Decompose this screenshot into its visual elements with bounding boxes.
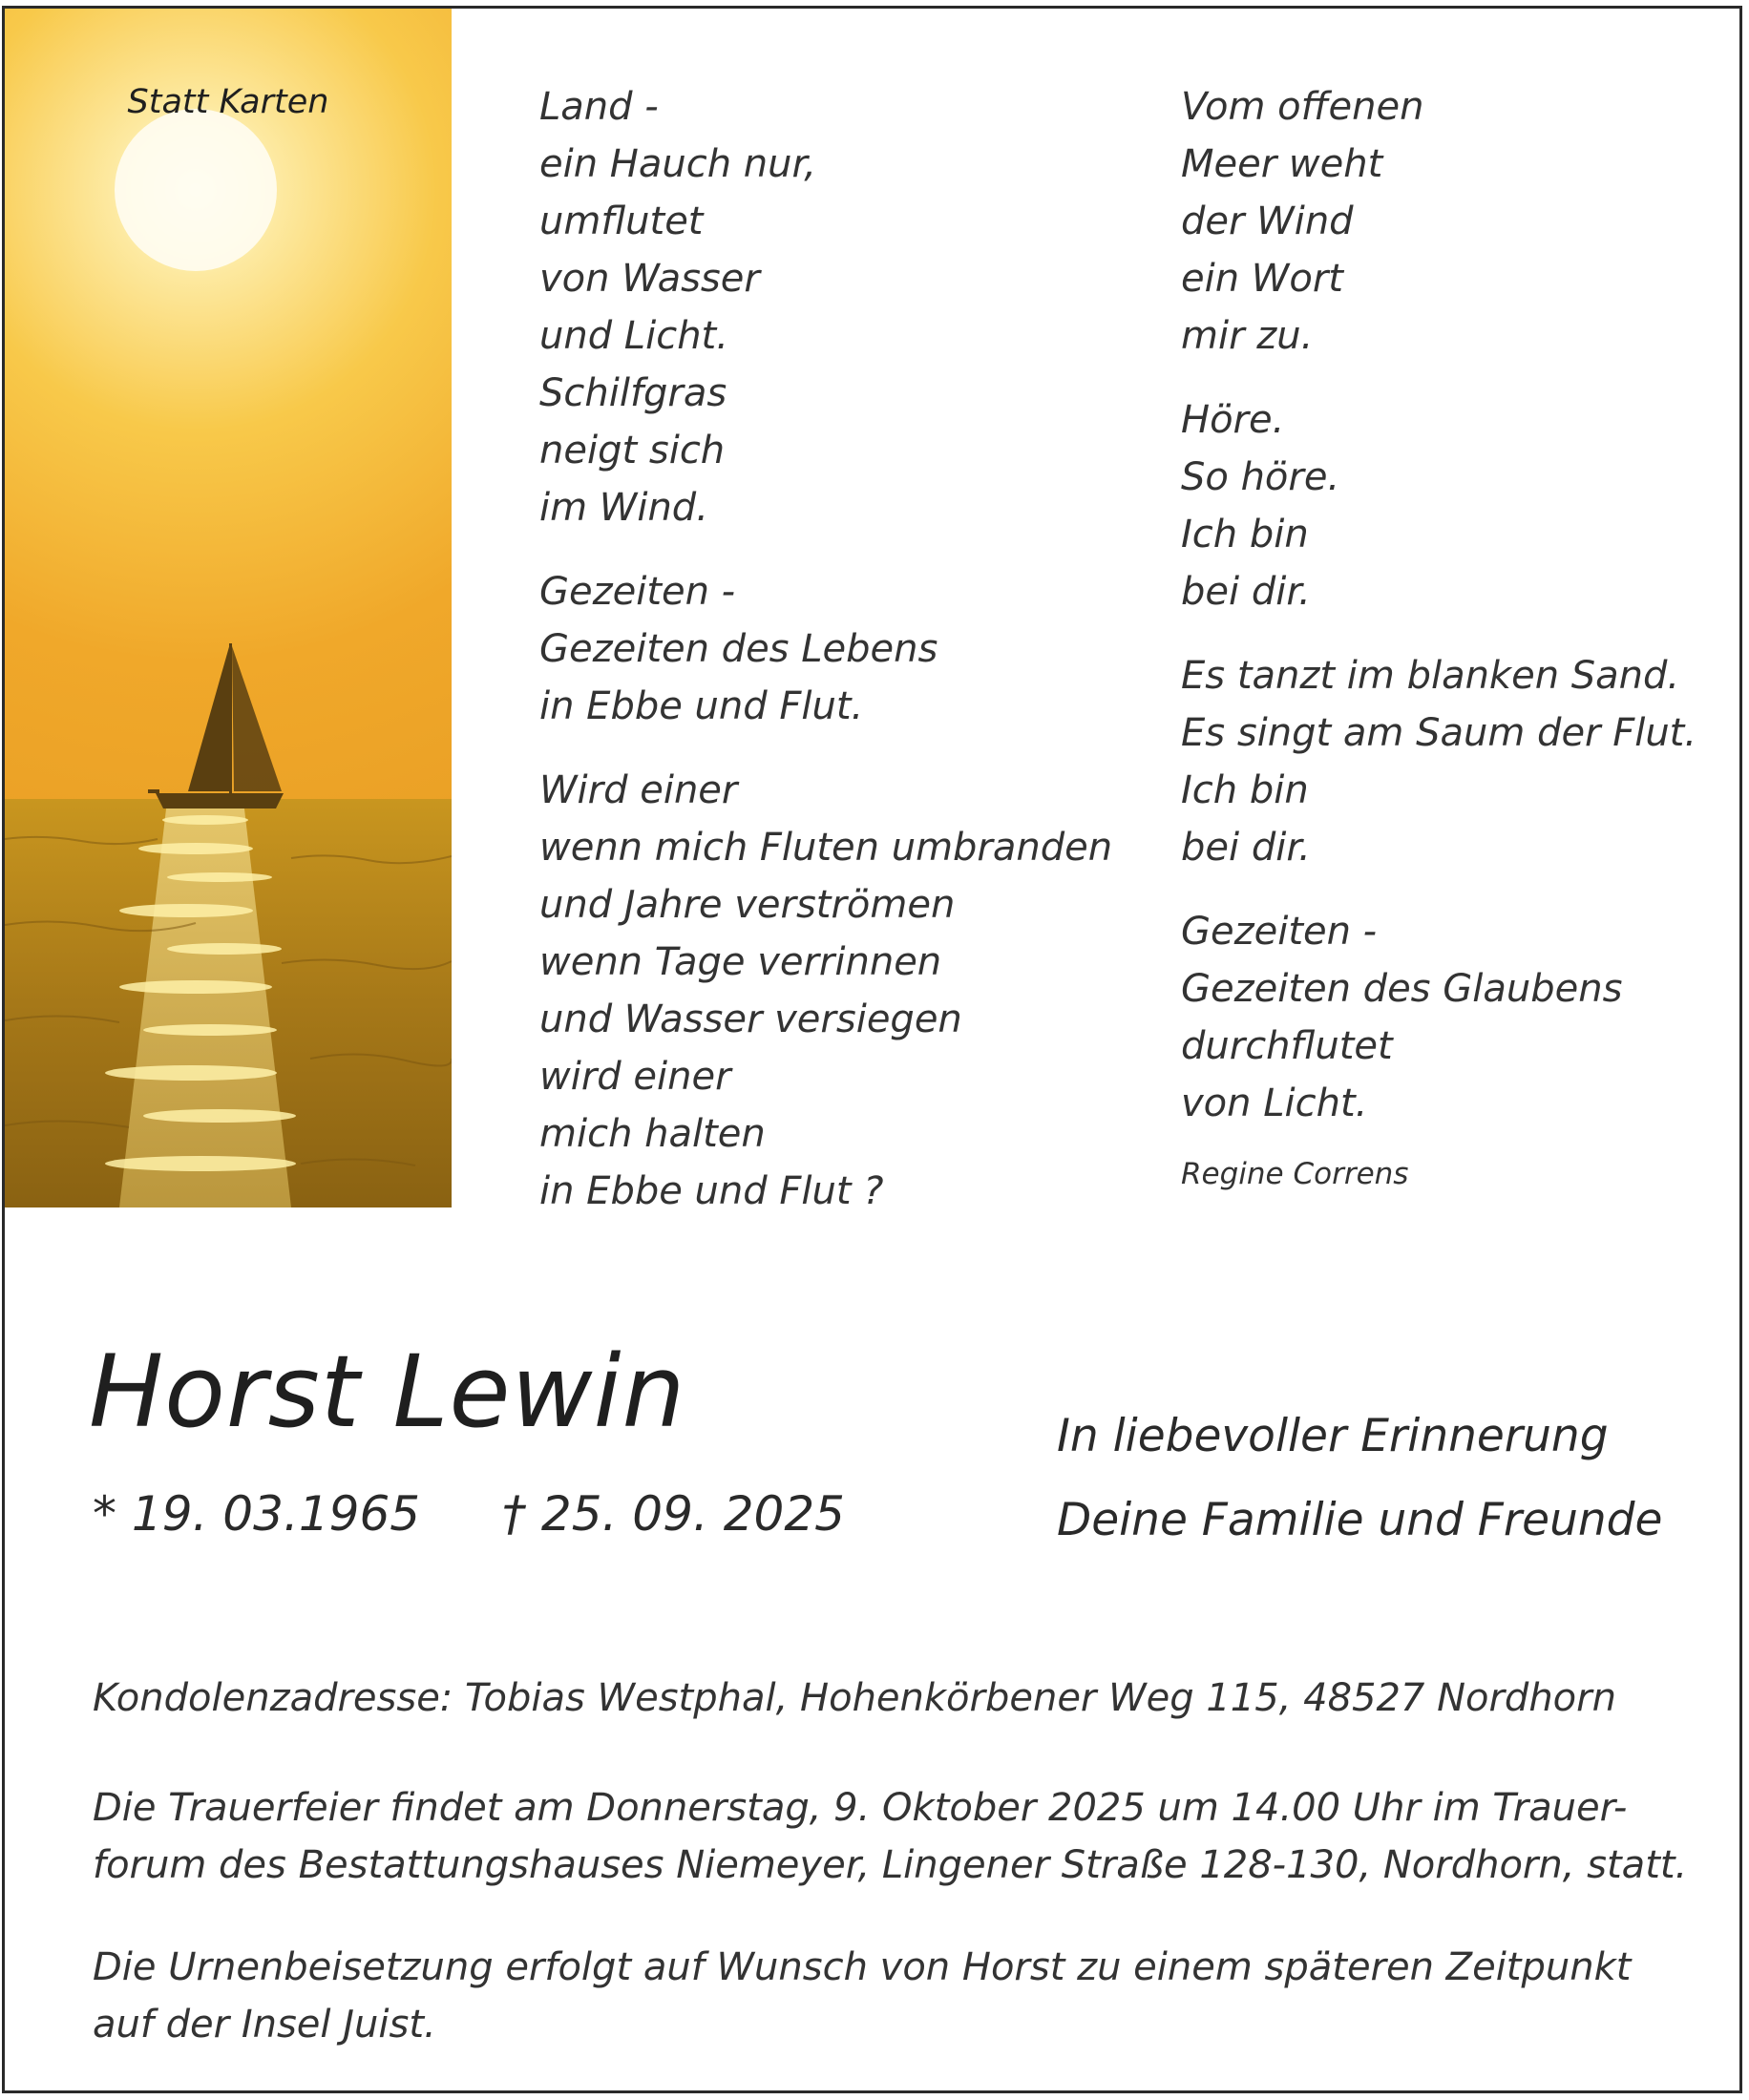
poem-line: und Wasser versiegen bbox=[539, 998, 962, 1041]
poem-line: Höre. bbox=[1181, 398, 1285, 442]
poem-line: Schilfgras bbox=[539, 371, 727, 415]
poem-line: wenn mich Fluten umbranden bbox=[539, 826, 1113, 870]
poem-line: mir zu. bbox=[1181, 314, 1314, 358]
sunset-sailboat-image bbox=[5, 9, 452, 1208]
poem-line: Ich bin bbox=[1181, 513, 1309, 556]
poem-line: Gezeiten des Lebens bbox=[539, 627, 938, 671]
poem-line: neigt sich bbox=[539, 429, 726, 472]
poem-line: umflutet bbox=[539, 200, 704, 243]
poem-line: in Ebbe und Flut ? bbox=[539, 1169, 884, 1213]
memory-line: In liebevoller Erinnerung bbox=[1057, 1410, 1609, 1462]
poem-line: Land - bbox=[539, 85, 659, 129]
ceremony-info bbox=[93, 1779, 1696, 1894]
poem-line: Wird einer bbox=[539, 768, 738, 812]
poem-line: wird einer bbox=[539, 1055, 731, 1099]
poem-stanza bbox=[1181, 391, 1696, 620]
poem-line: Ich bin bbox=[1181, 768, 1309, 812]
poem-line: So höre. bbox=[1181, 455, 1340, 499]
poem-column-left bbox=[539, 78, 1112, 1247]
poem-line: Gezeiten des Glaubens bbox=[1181, 967, 1623, 1011]
poem-column-right bbox=[1181, 78, 1696, 1193]
poem-line: Gezeiten - bbox=[1181, 910, 1378, 954]
condolence-address: Kondolenzadresse: Tobias Westphal, Hohenkörbener Weg 115, 48527 Nordhorn bbox=[93, 1676, 1616, 1720]
memorial-signature bbox=[1057, 1395, 1662, 1563]
birth-date: * 19. 03.1965 bbox=[93, 1486, 421, 1542]
burial-line: auf der Insel Juist. bbox=[93, 2003, 436, 2047]
deceased-name: Horst Lewin bbox=[89, 1334, 686, 1450]
statt-karten-label: Statt Karten bbox=[127, 83, 329, 121]
poem-stanza bbox=[539, 563, 1112, 735]
poem-line: ein Wort bbox=[1181, 257, 1343, 301]
poem-line: Vom offenen bbox=[1181, 85, 1424, 129]
obituary-notice bbox=[2, 6, 1742, 2093]
poem-line: wenn Tage verrinnen bbox=[539, 940, 942, 984]
burial-line: Die Urnenbeisetzung erfolgt auf Wunsch von Horst zu einem späteren Zeitpunkt bbox=[93, 1945, 1632, 1989]
poem-line: und Jahre verströmen bbox=[539, 883, 956, 927]
burial-info bbox=[93, 1939, 1696, 2053]
poem-stanza bbox=[1181, 903, 1696, 1132]
poem-line: durchflutet bbox=[1181, 1024, 1393, 1068]
poem-line: der Wind bbox=[1181, 200, 1354, 243]
poem-line: von Licht. bbox=[1181, 1082, 1368, 1125]
poem-line: ein Hauch nur, bbox=[539, 142, 816, 186]
ceremony-line: forum des Bestattungshauses Niemeyer, Lingener Straße 128-130, Nordhorn, statt. bbox=[93, 1843, 1688, 1887]
death-date: † 25. 09. 2025 bbox=[501, 1486, 845, 1542]
poem-line: im Wind. bbox=[539, 486, 708, 530]
poem-line: und Licht. bbox=[539, 314, 728, 358]
poem-stanza bbox=[539, 762, 1112, 1220]
poem-line: Es tanzt im blanken Sand. bbox=[1181, 654, 1680, 698]
poem-line: Gezeiten - bbox=[539, 570, 736, 614]
poem-line: in Ebbe und Flut. bbox=[539, 684, 864, 728]
poem-line: bei dir. bbox=[1181, 826, 1311, 870]
poem-stanza bbox=[539, 78, 1112, 536]
poem-line: bei dir. bbox=[1181, 570, 1311, 614]
poem-author: Regine Correns bbox=[1181, 1157, 1409, 1191]
poem-line: Es singt am Saum der Flut. bbox=[1181, 711, 1697, 755]
poem-line: Meer weht bbox=[1181, 142, 1383, 186]
poem-line: mich halten bbox=[539, 1112, 766, 1156]
life-dates bbox=[93, 1486, 912, 1542]
poem-line: von Wasser bbox=[539, 257, 760, 301]
family-line: Deine Familie und Freunde bbox=[1057, 1494, 1663, 1546]
poem-stanza bbox=[1181, 78, 1696, 365]
poem-stanza bbox=[1181, 647, 1696, 876]
ceremony-line: Die Trauerfeier findet am Donnerstag, 9. Oktober 2025 um 14.00 Uhr im Trauer- bbox=[93, 1786, 1628, 1830]
